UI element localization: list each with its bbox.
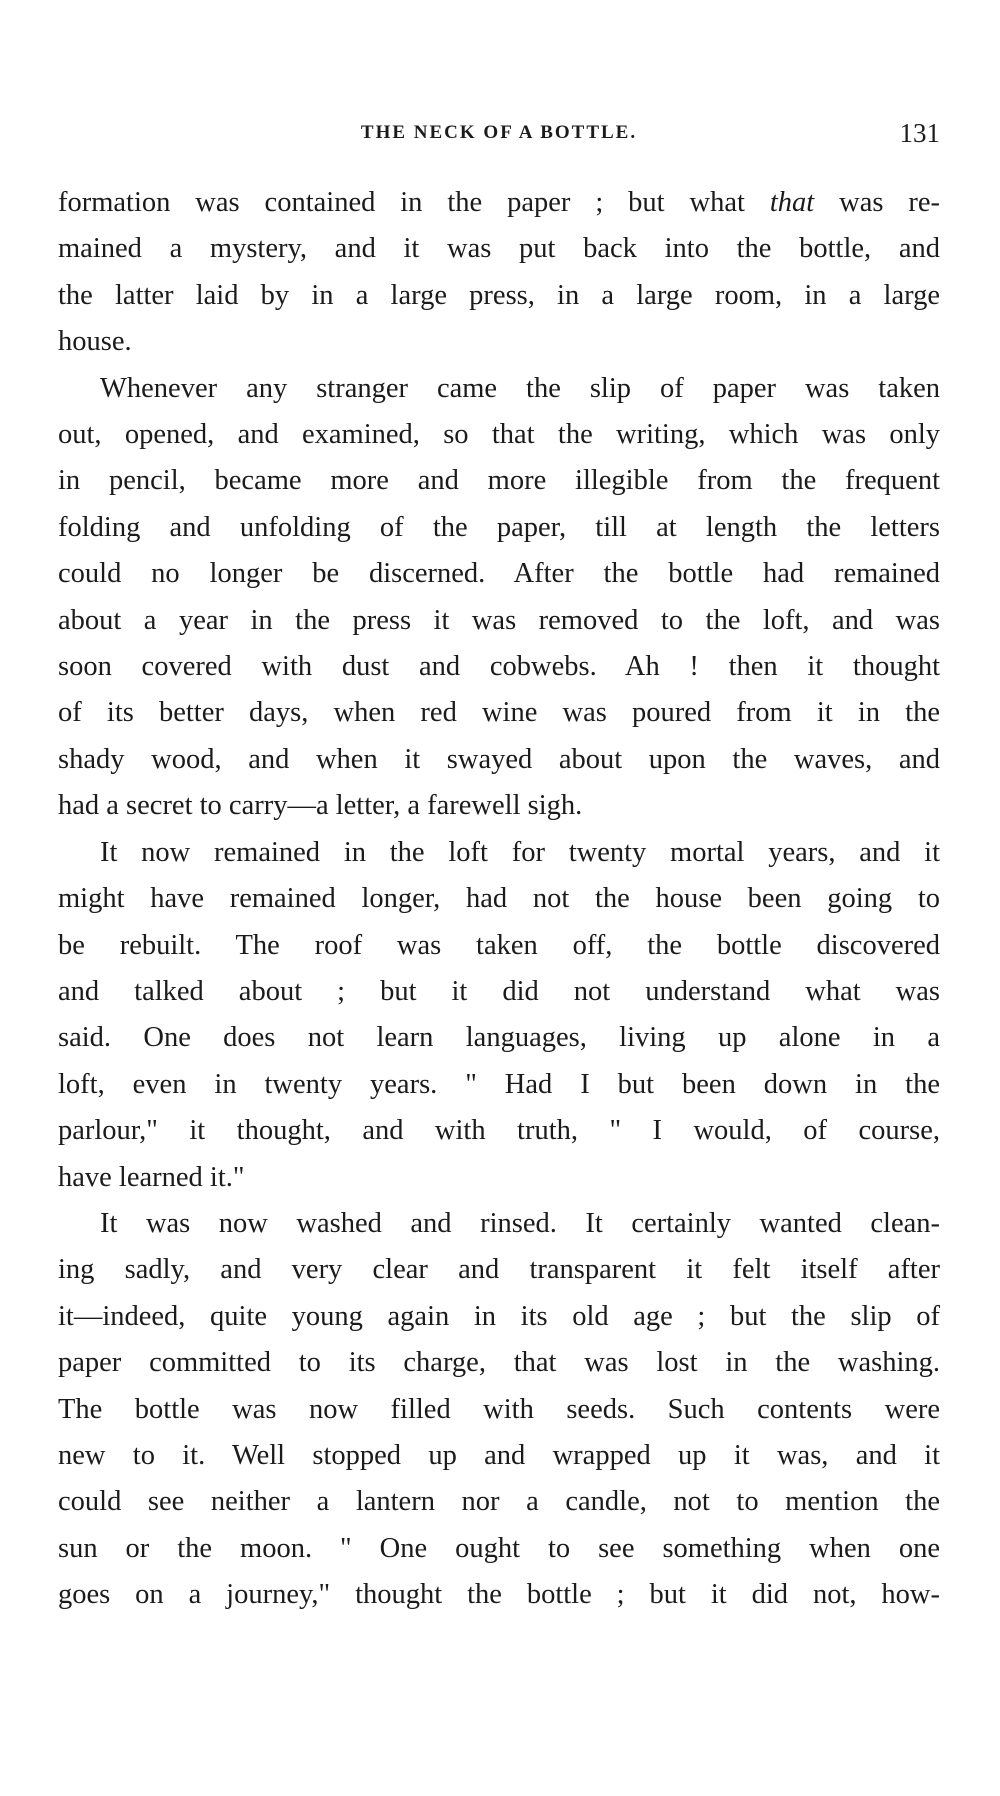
text-line: might have remained longer, had not the house been going to: [58, 883, 940, 915]
text-line: paper committed to its charge, that was lost in the washing.: [58, 1347, 940, 1379]
text-line: could no longer be discerned. After the bottle had remained: [58, 558, 940, 590]
page-number: 131: [899, 118, 940, 148]
paragraph-4: [58, 1201, 940, 1619]
paragraph-1: [58, 180, 940, 366]
text-line: in pencil, became more and more illegible from the frequent: [58, 465, 940, 497]
running-title: THE NECK OF A BOTTLE.: [360, 122, 638, 143]
text-line: goes on a journey," thought the bottle ; but it did not, how-: [58, 1579, 940, 1611]
text-line: soon covered with dust and cobwebs. Ah ! then it thought: [58, 651, 940, 683]
text-line: sun or the moon. " One ought to see something when one: [58, 1532, 940, 1564]
text-line: could see neither a lantern nor a candle, not to mention the: [58, 1486, 940, 1518]
running-head: [58, 118, 940, 148]
paragraph-3: [58, 830, 940, 1201]
text-line: it—indeed, quite young again in its old age ; but the slip of: [58, 1300, 940, 1332]
text-line: had a secret to carry—a letter, a farewell sigh.: [58, 790, 583, 822]
emphasis-word: that: [769, 187, 815, 218]
text-line: folding and unfolding of the paper, till at length the letters: [58, 511, 940, 543]
text-line: mained a mystery, and it was put back into the bottle, and: [58, 233, 940, 265]
body-text: [58, 180, 940, 1619]
text-line: loft, even in twenty years. " Had I but been down in the: [58, 1068, 940, 1100]
text-line: The bottle was now filled with seeds. Such contents were: [58, 1393, 940, 1425]
text-line: and talked about ; but it did not understand what was: [58, 975, 940, 1007]
text-line: formation was contained in the paper ; but what that was re-: [58, 187, 940, 218]
text-line: the latter laid by in a large press, in a large room, in a large: [58, 279, 940, 311]
text-line: out, opened, and examined, so that the writing, which was only: [58, 419, 940, 451]
text-line: Whenever any stranger came the slip of paper was taken: [100, 372, 940, 404]
text-line: house.: [58, 326, 132, 358]
text-line: be rebuilt. The roof was taken off, the bottle discovered: [58, 929, 940, 961]
text-line: about a year in the press it was removed to the loft, and was: [58, 604, 940, 636]
text-line: shady wood, and when it swayed about upon the waves, and: [58, 743, 940, 775]
text-line: said. One does not learn languages, living up alone in a: [58, 1022, 940, 1054]
text-line: It now remained in the loft for twenty mortal years, and it: [100, 836, 940, 868]
text-line: have learned it.": [58, 1161, 245, 1193]
text-line: of its better days, when red wine was poured from it in the: [58, 697, 940, 729]
paragraph-2: [58, 366, 940, 830]
text-line: parlour," it thought, and with truth, " I would, of course,: [58, 1115, 940, 1147]
text-line: It was now washed and rinsed. It certainly wanted clean-: [100, 1207, 940, 1239]
text-line: ing sadly, and very clear and transparent it felt itself after: [58, 1254, 940, 1286]
text-line: new to it. Well stopped up and wrapped up it was, and it: [58, 1439, 940, 1471]
